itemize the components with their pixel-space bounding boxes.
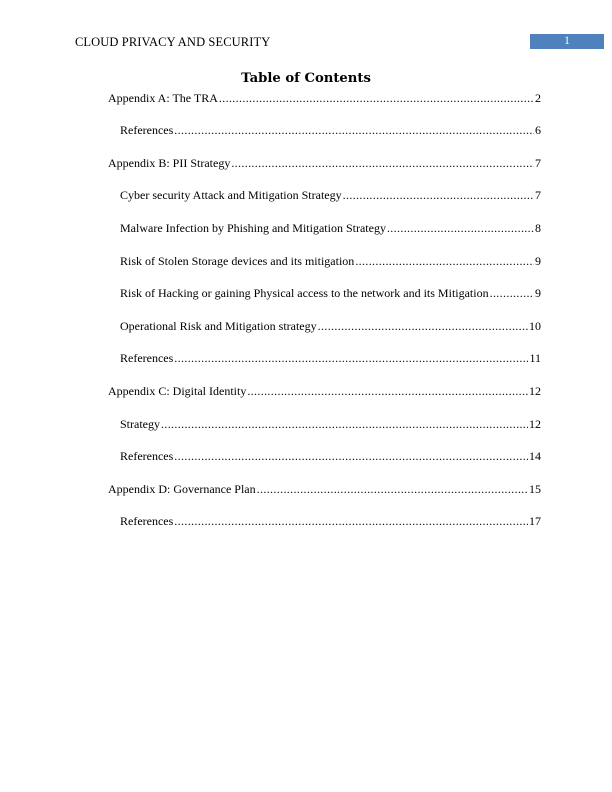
toc-entry-references-d[interactable] (120, 513, 541, 529)
toc-entry-text: Appendix B: PII Strategy (108, 156, 231, 170)
dot-leader (247, 383, 528, 399)
toc-entry-appendix-c[interactable] (108, 383, 541, 399)
toc-entry-page: 10 (529, 319, 541, 333)
toc-entry-malware-phishing[interactable] (120, 220, 541, 236)
dot-leader (174, 513, 528, 529)
toc-entry-appendix-a[interactable] (108, 90, 541, 106)
toc-entry-page: 11 (529, 351, 541, 365)
toc-entry-page: 14 (529, 449, 541, 463)
dot-leader (231, 155, 534, 171)
toc-entry-text: References (120, 123, 174, 137)
toc-entry-references-b[interactable] (120, 350, 541, 366)
toc-entry-appendix-b[interactable] (108, 155, 541, 171)
dot-leader (161, 416, 528, 432)
dot-leader (318, 318, 528, 334)
toc-entry-text: Risk of Hacking or gaining Physical access to the network and its Mitigation (120, 286, 489, 300)
toc-entry-hacking-physical[interactable] (120, 285, 541, 301)
toc-entry-operational-risk[interactable] (120, 318, 541, 334)
toc-entry-cyber-security[interactable] (120, 187, 541, 203)
dot-leader (219, 90, 534, 106)
toc-entry-page: 15 (529, 482, 541, 496)
dot-leader (174, 448, 528, 464)
toc-entry-text: Appendix D: Governance Plan (108, 482, 256, 496)
toc-entry-text: Cyber security Attack and Mitigation Strategy (120, 188, 342, 202)
toc-entry-text: Malware Infection by Phishing and Mitigation Strategy (120, 221, 386, 235)
toc-entry-appendix-d[interactable] (108, 481, 541, 497)
dot-leader (257, 481, 528, 497)
page-number-badge: 1 (530, 34, 604, 49)
toc-entry-page: 7 (535, 156, 541, 170)
toc-entry-page: 12 (529, 384, 541, 398)
toc-entry-page: 2 (535, 91, 541, 105)
toc-entry-text: Risk of Stolen Storage devices and its mitigation (120, 254, 355, 268)
toc-entry-text: References (120, 449, 174, 463)
toc-entry-page: 7 (535, 188, 541, 202)
toc-entry-strategy[interactable] (120, 416, 541, 432)
dot-leader (174, 122, 534, 138)
dot-leader (174, 350, 528, 366)
running-head-title: CLOUD PRIVACY AND SECURITY (75, 35, 271, 49)
dot-leader (343, 187, 534, 203)
toc-entry-page: 8 (535, 221, 541, 235)
toc-entry-references-c[interactable] (120, 448, 541, 464)
toc-entry-text: Appendix A: The TRA (108, 91, 218, 105)
toc-heading: Table of Contents (241, 71, 371, 86)
toc-entry-text: References (120, 514, 174, 528)
dot-leader (355, 253, 534, 269)
toc-entry-text: Appendix C: Digital Identity (108, 384, 247, 398)
toc-entry-page: 9 (535, 286, 541, 300)
toc-entry-references-a[interactable] (120, 122, 541, 138)
toc-entry-page: 12 (529, 417, 541, 431)
toc-entry-stolen-storage[interactable] (120, 253, 541, 269)
toc-entry-page: 17 (529, 514, 541, 528)
toc-entry-text: Operational Risk and Mitigation strategy (120, 319, 317, 333)
toc-entry-text: References (120, 351, 174, 365)
toc-entry-text: Strategy (120, 417, 160, 431)
dot-leader (387, 220, 534, 236)
toc-entry-page: 9 (535, 254, 541, 268)
toc-entry-page: 6 (535, 123, 541, 137)
dot-leader (490, 285, 534, 301)
